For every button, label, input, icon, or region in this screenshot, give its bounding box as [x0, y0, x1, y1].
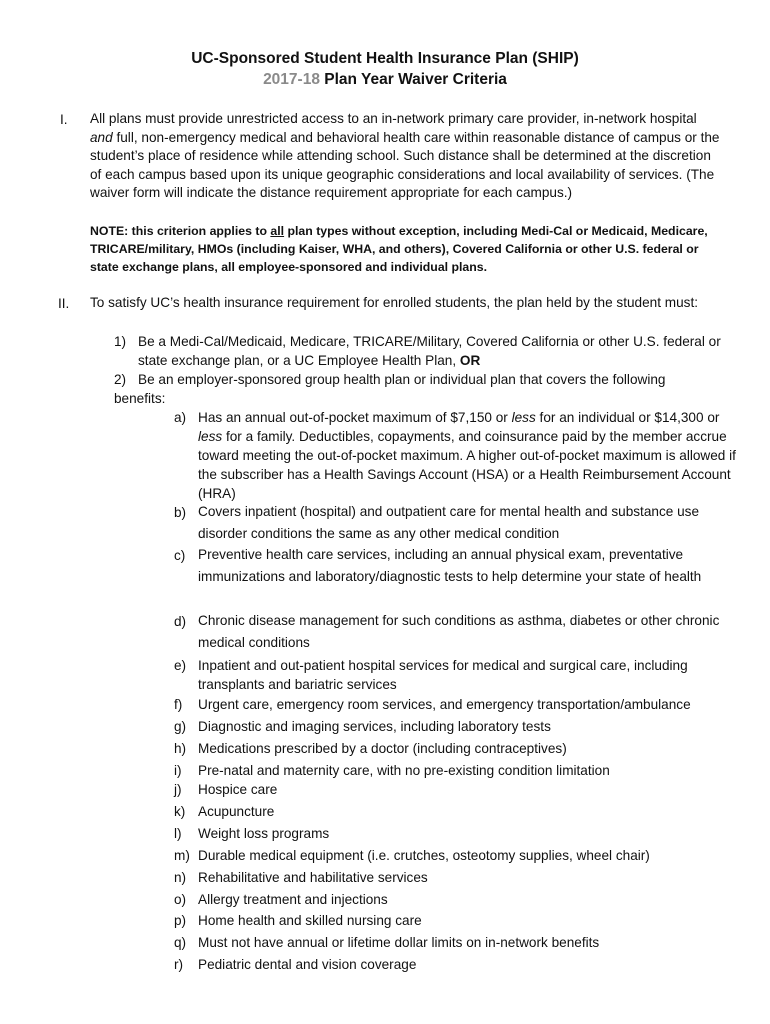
benefit-a: Has an annual out-of-pocket maximum of $7,150 or less for an individual or $14,300 or less for a family. Deductibles, copayments, and coinsurance paid by the member accrue toward meeting the out-of-pocket maximum. A higher out-of-pocket maximum is allowed if the subscriber has a Health Savings Account (HSA) or a Health Reimbursement Account (HRA): [198, 410, 736, 501]
section-1-and: and: [90, 129, 113, 145]
benefit-d: Chronic disease management for such conditions as asthma, diabetes or other chronic medical conditions: [198, 613, 720, 650]
plan-year: 2017-18: [263, 71, 320, 88]
document-subtitle: [0, 71, 770, 89]
benefit-g: Diagnostic and imaging services, including laboratory tests: [198, 719, 551, 734]
document-title: UC-Sponsored Student Health Insurance Plan (SHIP): [191, 50, 579, 67]
benefit-p-label: p): [174, 913, 187, 928]
option-1: [138, 332, 728, 370]
benefit-k-label: k): [174, 804, 186, 819]
benefit-m: Durable medical equipment (i.e. crutches, osteotomy supplies, wheel chair): [198, 848, 650, 863]
benefit-l: Weight loss programs: [198, 826, 330, 841]
note-lead: NOTE: this criterion applies to: [90, 224, 267, 238]
benefit-f: Urgent care, emergency room services, and emergency transportation/ambulance: [198, 697, 691, 712]
subtitle-text: Plan Year Waiver Criteria: [324, 71, 507, 88]
benefit-b: Covers inpatient (hospital) and outpatient care for mental health and substance use disorder conditions the same as any other medical condition: [198, 504, 700, 541]
section-1-paragraph: [90, 110, 720, 203]
benefit-e-label: e): [174, 658, 187, 673]
benefit-q-label: q): [174, 935, 187, 950]
benefit-a-label: a): [174, 410, 187, 425]
benefit-l-label: l): [174, 826, 182, 841]
section-1-note: [90, 222, 730, 276]
benefit-q: Must not have annual or lifetime dollar limits on in-network benefits: [198, 935, 600, 950]
benefit-j: Hospice care: [198, 782, 278, 797]
benefit-r: Pediatric dental and vision coverage: [198, 957, 417, 972]
benefit-d-label: d): [174, 614, 187, 629]
option-2-text: Be an employer-sponsored group health plan or individual plan that covers the following: [138, 372, 666, 387]
benefit-c: Preventive health care services, including an annual physical exam, preventative immunizations and laboratory/diagnostic tests to help determine your state of health: [198, 547, 702, 584]
benefit-i-label: i): [174, 763, 182, 778]
benefit-k: Acupuncture: [198, 804, 275, 819]
benefit-i: Pre-natal and maternity care, with no pre-existing condition limitation: [198, 763, 610, 778]
benefit-o-label: o): [174, 892, 187, 907]
benefit-b-label: b): [174, 505, 187, 520]
section-2-numeral: II.: [58, 296, 70, 311]
benefit-r-label: r): [174, 957, 184, 972]
section-1-numeral: I.: [60, 112, 68, 127]
note-rest: plan types without exception, including Medi-Cal or Medicaid, Medicare, TRICARE/military, HMOs (including Kaiser, WHA, and others), Covered California or other U.S. federal or state exchange plans, all employee-sponsored and individual plans.: [90, 224, 708, 274]
option-1-text: Be a Medi-Cal/Medicaid, Medicare, TRICARE/Military, Covered California or other U.S. federal or state exchange plan, or a UC Employee Health Plan,: [138, 334, 721, 368]
option-1-number: 1): [114, 334, 127, 349]
benefit-h-label: h): [174, 741, 187, 756]
option-2-continuation: benefits:: [114, 391, 166, 406]
section-1-lead: All plans must provide unrestricted access to an in-network primary care provider, in-network hospital: [90, 111, 697, 126]
benefit-n-label: n): [174, 870, 187, 885]
note-all: all: [270, 224, 285, 238]
benefit-g-label: g): [174, 719, 187, 734]
benefit-e: Inpatient and out-patient hospital services for medical and surgical care, including transplants and bariatric services: [198, 658, 688, 692]
benefit-m-label: m): [174, 848, 190, 863]
option-2-number: 2): [114, 372, 127, 387]
benefit-o: Allergy treatment and injections: [198, 892, 388, 907]
benefit-n: Rehabilitative and habilitative services: [198, 870, 428, 885]
benefit-c-label: c): [174, 548, 186, 563]
benefit-h: Medications prescribed by a doctor (including contraceptives): [198, 741, 567, 756]
section-2-intro: To satisfy UC’s health insurance requirement for enrolled students, the plan held by the student must:: [90, 295, 699, 310]
section-1-rest: full, non-emergency medical and behavioral health care within reasonable distance of campus or the student’s place of residence while attending school. Such distance shall be determined at the discretion of each campus based upon its unique geographic considerations and local availability of services. (The waiver form will indicate the distance requirement appropriate for each campus.): [90, 129, 720, 201]
benefit-j-label: j): [174, 782, 182, 797]
option-1-or: OR: [459, 353, 481, 368]
benefit-p: Home health and skilled nursing care: [198, 913, 422, 928]
benefit-f-label: f): [174, 697, 183, 712]
